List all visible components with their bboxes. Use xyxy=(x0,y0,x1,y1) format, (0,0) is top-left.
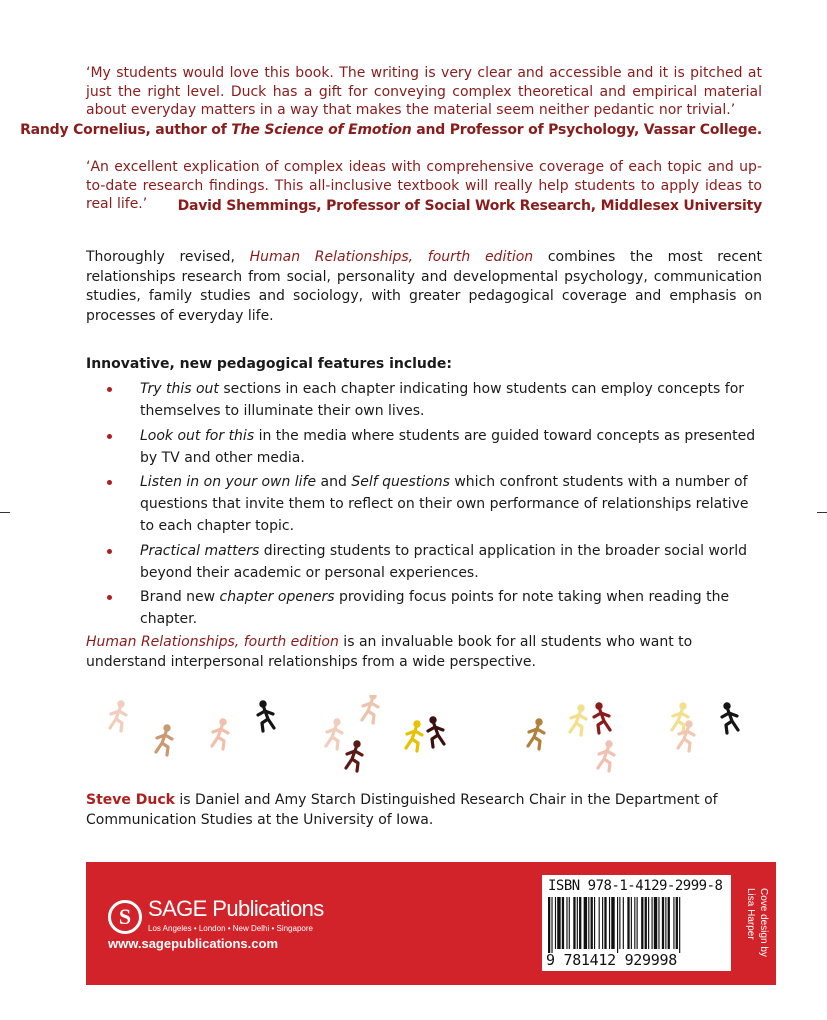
feature-text: Brand new xyxy=(140,589,220,605)
feature-em-2: chapter openers xyxy=(219,589,335,605)
runner-figure xyxy=(722,703,738,733)
runner-figure xyxy=(212,719,228,749)
barcode-bar xyxy=(599,897,600,949)
barcode-bar xyxy=(579,897,581,949)
barcode-bar xyxy=(573,897,575,949)
barcode-bar xyxy=(631,897,632,949)
barcode-bar xyxy=(548,897,550,953)
barcode-bar xyxy=(611,897,614,949)
barcode-bar xyxy=(569,897,570,949)
intro-book-title: Human Relationships, fourth edition xyxy=(249,249,534,265)
quote-2-text: ‘An excellent explication of complex ideas with comprehensive coverage of each topic and up-to-date research findings. This all-inclusive textbook will really help students to apply ideas to real life.’ xyxy=(86,159,762,212)
barcode-bar xyxy=(602,897,603,949)
barcode-icon xyxy=(548,897,724,953)
credit-line-1: Cove design by xyxy=(758,888,769,957)
runner-figure xyxy=(346,741,362,771)
summary-paragraph xyxy=(86,633,762,672)
barcode-bar xyxy=(627,897,629,949)
quote-1-text: ‘My students would love this book. The writing is very clear and accessible and it is pitched at just the right level. Duck has a gift for conveying complex theoretical and empirical material about everyday matters in a way that makes the material seem neither pedantic nor trivial.’ xyxy=(86,65,762,118)
barcode-bar xyxy=(588,897,589,949)
publisher-cities: Los Angeles • London • New Delhi • Singapore xyxy=(148,924,313,933)
runner-figure xyxy=(528,719,544,749)
runner-figure xyxy=(570,705,586,735)
feature-text: and xyxy=(316,474,352,490)
crop-mark xyxy=(0,512,10,513)
sage-s-icon xyxy=(108,900,142,934)
author-bio-text: is Daniel and Amy Starch Distinguished Research Chair in the Department of Communication Studies at the University of Iowa. xyxy=(86,792,718,828)
feature-text-2: providing focus points for note taking when reading the chapter. xyxy=(140,589,730,627)
runner-figure xyxy=(156,725,172,755)
quote-1-attribution xyxy=(20,122,762,138)
barcode-bar xyxy=(668,897,670,949)
feature-em: Look out for this xyxy=(140,427,255,444)
barcode-bar xyxy=(662,897,664,949)
publisher-name: SAGE Publications xyxy=(148,896,324,921)
running-people-illustration xyxy=(95,695,765,785)
barcode-bar xyxy=(562,897,564,949)
cover-credit-text xyxy=(744,888,770,957)
crop-mark xyxy=(817,512,827,513)
barcode-bar xyxy=(594,897,595,949)
barcode-bar xyxy=(679,897,680,953)
barcode-bar xyxy=(676,897,678,949)
bullet-icon xyxy=(107,387,112,392)
isbn-barcode-box xyxy=(542,875,731,971)
barcode-bar xyxy=(584,897,587,949)
barcode-bar xyxy=(634,897,635,949)
barcode-bar xyxy=(591,897,593,949)
runner-figure xyxy=(598,741,614,771)
bullet-icon xyxy=(107,480,112,485)
runner-figure xyxy=(110,701,126,731)
runner-figure xyxy=(678,721,694,751)
barcode-bar xyxy=(652,897,653,949)
barcode-bar xyxy=(619,897,620,949)
feature-em: Listen in on your own life xyxy=(140,474,317,490)
barcode-bar xyxy=(637,897,638,949)
barcode-bar xyxy=(617,897,618,953)
features-heading: Innovative, new pedagogical features include: xyxy=(86,356,453,372)
runner-figure xyxy=(362,695,378,723)
runners-layer xyxy=(110,695,738,771)
runner-figure xyxy=(326,719,342,749)
barcode-bar xyxy=(641,897,643,949)
barcode-bar xyxy=(557,897,560,949)
intro-lead: Thoroughly revised, xyxy=(86,249,250,265)
quote-2-attribution: David Shemmings, Professor of Social Work Research, Middlesex University xyxy=(177,198,762,214)
list-item xyxy=(86,378,766,422)
summary-book-title: Human Relationships, fourth edition xyxy=(86,634,339,650)
logo-letter: S xyxy=(118,904,132,929)
attr-1-after: and Professor of Psychology, Vassar College. xyxy=(411,122,762,138)
barcode-bar xyxy=(566,897,567,949)
list-item xyxy=(86,471,766,537)
feature-em: Try this out xyxy=(140,381,219,397)
feature-text-2: which confront students with a number of questions that invite them to reflect on their own performance of relationships relative to each chapter topic. xyxy=(140,474,749,534)
barcode-bar xyxy=(648,897,649,949)
feature-em-2: Self questions xyxy=(351,474,450,490)
summary-rest: is an invaluable book for all students who want to understand interpersonal relationships from a wide perspective. xyxy=(86,634,693,670)
feature-text: sections in each chapter indicating how students can employ concepts for themselves to illuminate their own lives. xyxy=(140,381,745,419)
barcode-bar xyxy=(645,897,647,949)
barcode-bar xyxy=(665,897,666,949)
list-item xyxy=(86,540,766,584)
bullet-icon xyxy=(107,434,112,439)
barcode-bar xyxy=(551,897,552,953)
intro-paragraph xyxy=(86,248,762,326)
list-item xyxy=(86,425,766,469)
bullet-icon xyxy=(107,595,112,600)
runner-figure xyxy=(594,703,610,733)
barcode-bar xyxy=(609,897,610,949)
author-name: Steve Duck xyxy=(86,792,175,808)
feature-text: directing students to practical application in the broader social world beyond their academic or personal experiences. xyxy=(140,542,747,581)
feature-text: in the media where students are guided toward concepts as presented by TV and other media. xyxy=(140,427,756,466)
barcode-bar xyxy=(577,897,578,949)
runner-figure xyxy=(406,721,422,751)
credit-line-2: Lisa Harper xyxy=(745,888,756,940)
barcode-digits: 9 781412 929998 xyxy=(546,951,677,969)
barcode-bar xyxy=(623,897,624,949)
barcode-bar xyxy=(555,897,556,949)
bullet-icon xyxy=(107,549,112,554)
runner-figure xyxy=(258,701,274,731)
quote-1 xyxy=(86,64,762,120)
features-list xyxy=(86,378,766,633)
runner-figure xyxy=(428,717,444,747)
isbn-label: ISBN 978-1-4129-2999-8 xyxy=(548,878,723,894)
barcode-bar xyxy=(673,897,674,949)
runner-figure xyxy=(672,703,688,733)
attr-1-title: The Science of Emotion xyxy=(231,122,412,138)
barcode-bar xyxy=(604,897,606,949)
intro-rest: combines the most recent relationships research from social, personality and developmental psychology, communication studies, family studies and sociology, with greater pedagogical coverage and emphasis on processes of everyday life. xyxy=(86,249,762,324)
publisher-footer xyxy=(86,862,776,985)
barcode-bar xyxy=(654,897,657,949)
publisher-url[interactable]: www.sagepublications.com xyxy=(108,936,278,951)
barcode-bar xyxy=(658,897,659,949)
cover-credit xyxy=(742,888,772,988)
author-bio xyxy=(86,791,762,830)
feature-em: Practical matters xyxy=(140,542,260,559)
attr-1-before: Randy Cornelius, author of xyxy=(20,122,232,138)
list-item xyxy=(86,586,766,630)
